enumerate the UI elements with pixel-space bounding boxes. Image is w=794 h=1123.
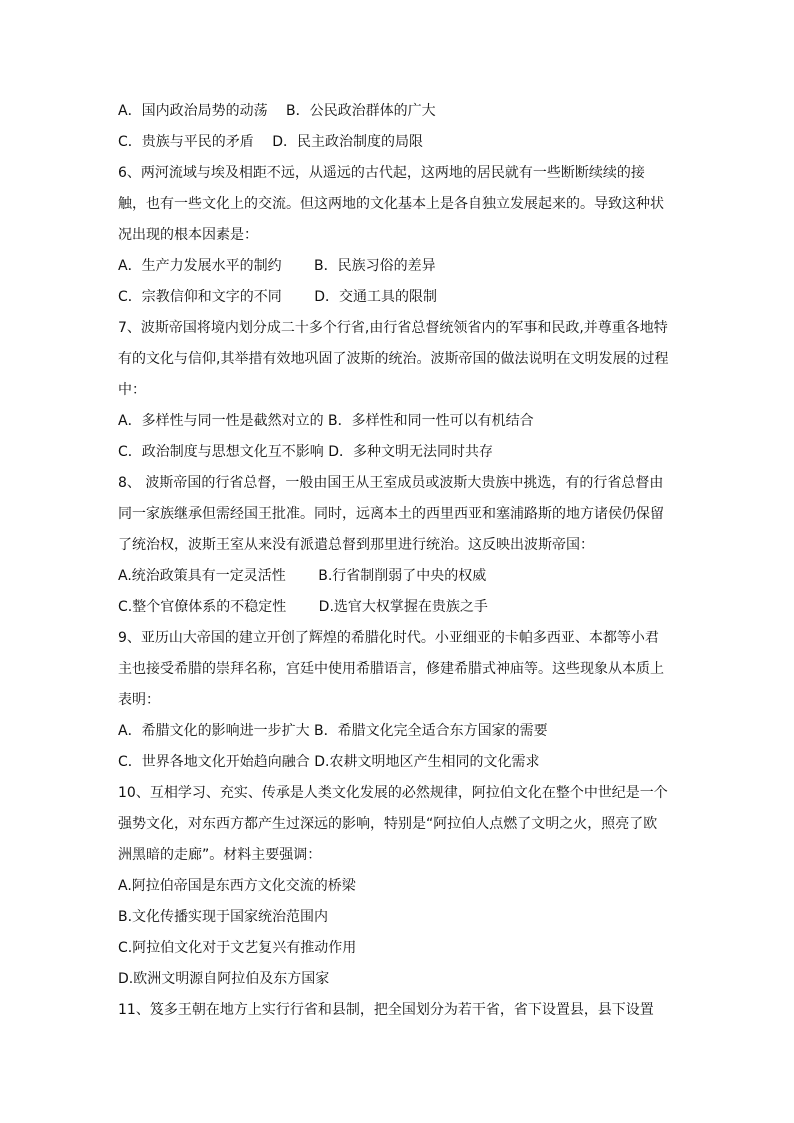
question-10-text: 强势文化，对东西方都产生过深远的影响，特别是“阿拉伯人点燃了文明之火，照亮了欧 [118,816,658,832]
question-7-text: 有的文化与信仰,其举措有效地巩固了波斯的统治。波斯帝国的做法说明在文明发展的过程 [118,351,669,367]
question-6-text: 触，也有一些文化上的交流。但这两地的文化基本上是各自独立发展起来的。导致这种状 [118,196,664,212]
question-10-text: 洲黑暗的走廊”。材料主要强调： [118,847,322,863]
option-line: C．宗教信仰和文字的不同 D．交通工具的限制 [118,289,438,305]
question-8-text: 8、 波斯帝国的行省总督，一般由国王从王室成员或波斯大贵族中挑选，有的行省总督由 [118,475,664,491]
question-8-text: 了统治权，波斯王室从来没有派遣总督到那里进行统治。这反映出波斯帝国： [118,537,594,553]
question-10-text: 10、互相学习、充实、传承是人类文化发展的必然规律，阿拉伯文化在整个中世纪是一个 [118,785,668,801]
question-9-text: 9、亚历山大帝国的建立开创了辉煌的希腊化时代。小亚细亚的卡帕多西亚、本都等小君 [118,630,659,646]
question-9-text: 表明： [118,692,160,708]
option-line: C．贵族与平民的矛盾 D．民主政治制度的局限 [118,134,424,150]
question-6-text: 况出现的根本因素是： [118,227,258,243]
option-line: A.统治政策具有一定灵活性 B.行省制削弱了中央的权威 [118,568,487,584]
option-line: C．世界各地文化开始趋向融合 D.农耕文明地区产生相同的文化需求 [118,754,540,770]
option-line: B.文化传播实现于国家统治范围内 [118,909,329,925]
question-8-text: 同一家族继承但需经国王批准。同时，远离本土的西里西亚和塞浦路斯的地方诸侯仍保留 [118,506,664,522]
question-9-text: 主也接受希腊的崇拜名称，宫廷中使用希腊语言，修建希腊式神庙等。这些现象从本质上 [118,661,664,677]
question-11-text: 11、笈多王朝在地方上实行行省和县制，把全国划分为若干省，省下设置县，县下设置 [118,1002,654,1018]
option-line: A．国内政治局势的动荡 B．公民政治群体的广大 [118,103,436,119]
question-7-text: 7、波斯帝国将境内划分成二十多个行省,由行省总督统领省内的军事和民政,并尊重各地特 [118,320,668,336]
question-text-block [118,96,678,1026]
option-line: C.阿拉伯文化对于文艺复兴有推动作用 [118,940,357,956]
question-7-text: 中： [118,382,146,398]
question-6-text: 6、两河流域与埃及相距不远，从遥远的古代起，这两地的居民就有一些断断续续的接 [118,165,645,181]
option-line: C.整个官僚体系的不稳定性 D.选官大权掌握在贵族之手 [118,599,488,615]
option-line: A.阿拉伯帝国是东西方文化交流的桥梁 [118,878,356,894]
option-line: A．生产力发展水平的制约 B．民族习俗的差异 [118,258,436,274]
option-line: D.欧洲文明源自阿拉伯及东方国家 [118,971,330,987]
option-line: C．政治制度与思想文化互不影响 D．多种文明无法同时共存 [118,444,494,460]
option-line: A．多样性与同一性是截然对立的 B．多样性和同一性可以有机结合 [118,413,534,429]
option-line: A．希腊文化的影响进一步扩大 B．希腊文化完全适合东方国家的需要 [118,723,548,739]
